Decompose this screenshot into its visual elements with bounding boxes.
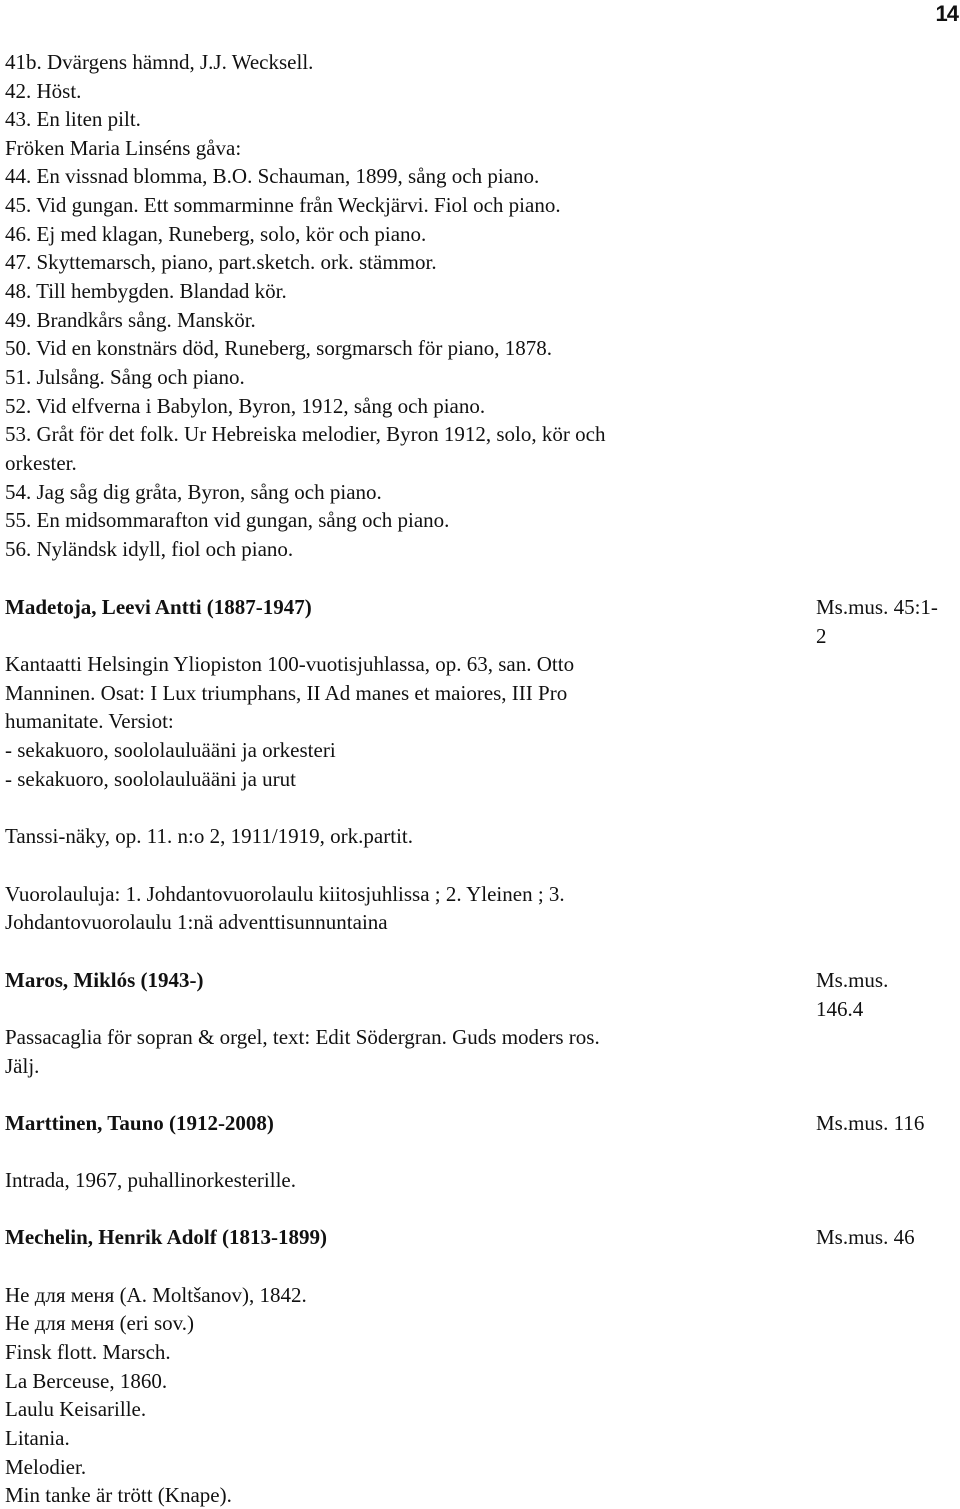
list-item: orkester. [5, 451, 77, 475]
list-item: 42. Höst. [5, 79, 82, 103]
list-item: 41b. Dvärgens hämnd, J.J. Wecksell. [5, 50, 314, 74]
work-line: Intrada, 1967, puhallinorkesterille. [5, 1168, 296, 1192]
list-item: 56. Nyländsk idyll, fiol och piano. [5, 537, 294, 561]
work-line: Melodier. [5, 1455, 87, 1479]
work-line: Vuorolauluja: 1. Johdantovuorolaulu kiitosjuhlissa ; 2. Yleinen ; 3. [5, 882, 565, 906]
list-item: 55. En midsommarafton vid gungan, sång och piano. [5, 508, 450, 532]
shelfmark: 2 [816, 624, 827, 648]
shelfmark: 146.4 [816, 997, 864, 1021]
page-number: 14 [935, 1, 958, 26]
work-line: Passacaglia för sopran & orgel, text: Edit Södergran. Guds moders ros. [5, 1025, 600, 1049]
work-line: Tanssi-näky, op. 11. n:o 2, 1911/1919, ork.partit. [5, 824, 413, 848]
list-item: 51. Julsång. Sång och piano. [5, 365, 245, 389]
work-line: Min tanke är trött (Knape). [5, 1483, 232, 1507]
list-item: Fröken Maria Linséns gåva: [5, 136, 242, 160]
work-line: Не для меня (eri sov.) [5, 1311, 195, 1335]
list-item: 46. Ej med klagan, Runeberg, solo, kör och piano. [5, 222, 427, 246]
list-item: 54. Jag såg dig gråta, Byron, sång och piano. [5, 480, 382, 504]
composer-heading: Mechelin, Henrik Adolf (1813-1899) [5, 1225, 327, 1249]
list-item: 49. Brandkårs sång. Manskör. [5, 308, 256, 332]
list-item: 45. Vid gungan. Ett sommarminne från Weckjärvi. Fiol och piano. [5, 193, 561, 217]
composer-heading: Marttinen, Tauno (1912-2008) [5, 1111, 274, 1135]
list-item: 50. Vid en konstnärs död, Runeberg, sorgmarsch för piano, 1878. [5, 336, 553, 360]
composer-heading: Madetoja, Leevi Antti (1887-1947) [5, 595, 312, 619]
work-line: Litania. [5, 1426, 70, 1450]
work-line: Kantaatti Helsingin Yliopiston 100-vuotisjuhlassa, op. 63, san. Otto [5, 652, 575, 676]
list-item: 47. Skyttemarsch, piano, part.sketch. ork. stämmor. [5, 250, 437, 274]
work-line: Не для меня (A. Moltšanov), 1842. [5, 1283, 307, 1307]
list-item: 52. Vid elfverna i Babylon, Byron, 1912, sång och piano. [5, 394, 486, 418]
shelfmark: Ms.mus. 46 [816, 1225, 915, 1249]
work-line: Johdantovuorolaulu 1:nä adventtisunnuntaina [5, 910, 388, 934]
list-item: 53. Gråt för det folk. Ur Hebreiska melodier, Byron 1912, solo, kör och [5, 422, 606, 446]
shelfmark: Ms.mus. 45:1- [816, 595, 938, 619]
work-line: - sekakuoro, soololauluääni ja orkesteri [5, 738, 336, 762]
work-line: Laulu Keisarille. [5, 1397, 147, 1421]
shelfmark: Ms.mus. 116 [816, 1111, 925, 1135]
work-line: - sekakuoro, soololauluääni ja urut [5, 767, 297, 791]
work-line: Manninen. Osat: I Lux triumphans, II Ad manes et maiores, III Pro [5, 681, 568, 705]
work-line: humanitate. Versiot: [5, 709, 174, 733]
shelfmark: Ms.mus. [816, 968, 889, 992]
work-line: La Berceuse, 1860. [5, 1369, 168, 1393]
list-item: 43. En liten pilt. [5, 107, 141, 131]
work-line: Finsk flott. Marsch. [5, 1340, 171, 1364]
composer-heading: Maros, Miklós (1943-) [5, 968, 204, 992]
list-item: 44. En vissnad blomma, B.O. Schauman, 1899, sång och piano. [5, 164, 540, 188]
list-item: 48. Till hembygden. Blandad kör. [5, 279, 287, 303]
work-line: Jälj. [5, 1054, 40, 1078]
